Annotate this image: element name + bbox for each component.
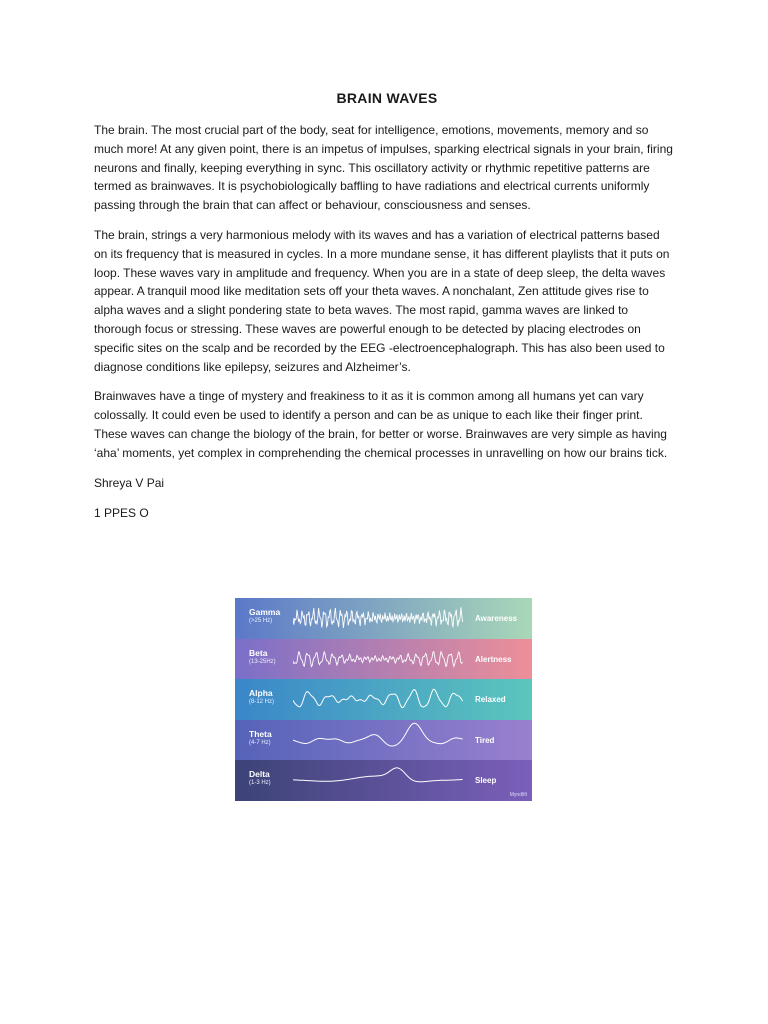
document-page (94, 90, 674, 535)
paragraph-2: The brain, strings a very harmonious melody with its waves and has a variation of electrical patterns based on its frequency that is measured in cycles. In a more mundane sense, it has different playlists that it puts on loop. These waves vary in amplitude and frequency. When you are in a state of deep sleep, the delta waves appear. A tranquil mood like meditation sets off your theta waves. A nonchalant, Zen attitude gives rise to alpha waves and a slight pondering state to beta waves. The most rapid, gamma waves are linked to thorough focus or stressing. These waves are powerful enough to be detected by placing electrodes on specific sites on the scalp and be recorded by the EEG -electroencephalograph. This has also been used to diagnose conditions like epilepsy, seizures and Alzheimer’s. (94, 227, 670, 374)
beta-wave-icon (293, 639, 463, 679)
band-alpha (235, 679, 532, 720)
band-theta (235, 720, 532, 761)
class-label: 1 PPES O (94, 506, 149, 521)
band-delta (235, 760, 532, 801)
band-range: (4-7 Hz) (249, 739, 271, 746)
band-state: Sleep (475, 776, 497, 786)
band-range: (1-3 Hz) (249, 780, 271, 787)
paragraph-1: The brain. The most crucial part of the body, seat for intelligence, emotions, movements, memory and so much more! At any given point, there is an impetus of impulses, sparking electrical signals in your brain, firing neurons and finally, keeping everything in sync. This oscillatory activity or rhythmic repetitive patterns are termed as brainwaves. It is psychobiologically baffling to have radiations and electrical currents uniformly passing through the brain that can affect or behaviour, consciousness and senses. (94, 123, 673, 213)
alpha-wave-icon (293, 679, 463, 719)
band-state: Relaxed (475, 695, 506, 705)
band-state: Tired (475, 735, 495, 745)
band-state: Awareness (475, 614, 518, 623)
brand-logo: Myndlift (509, 792, 527, 798)
theta-wave-icon (293, 720, 463, 760)
band-name: Theta (249, 728, 272, 739)
brainwave-figure (235, 598, 532, 801)
band-range: (>25 Hz) (249, 618, 273, 624)
band-name: Gamma (249, 607, 281, 617)
band-name: Beta (249, 647, 268, 658)
author-name: Shreya V Pai (94, 475, 165, 490)
band-name: Alpha (249, 688, 273, 699)
band-range: (8-12 Hz) (249, 699, 275, 706)
band-beta (235, 639, 532, 680)
document-title: BRAIN WAVES (336, 90, 438, 106)
band-name: Delta (249, 769, 270, 780)
gamma-wave-icon (293, 598, 463, 638)
band-gamma (235, 598, 532, 639)
band-range: (13-25Hz) (249, 658, 276, 665)
paragraph-3: Brainwaves have a tinge of mystery and freakiness to it as it is common among all humans yet can vary colossally. It could even be used to identify a person and can be as unique to each like their finger print. These waves can change the biology of the brain, for better or worse. Brainwaves are very simple as having ‘aha’ moments, yet complex in comprehending the chemical processes in unravelling on how our brains tick. (94, 389, 668, 460)
band-state: Alertness (475, 654, 512, 664)
delta-wave-icon (293, 760, 463, 800)
